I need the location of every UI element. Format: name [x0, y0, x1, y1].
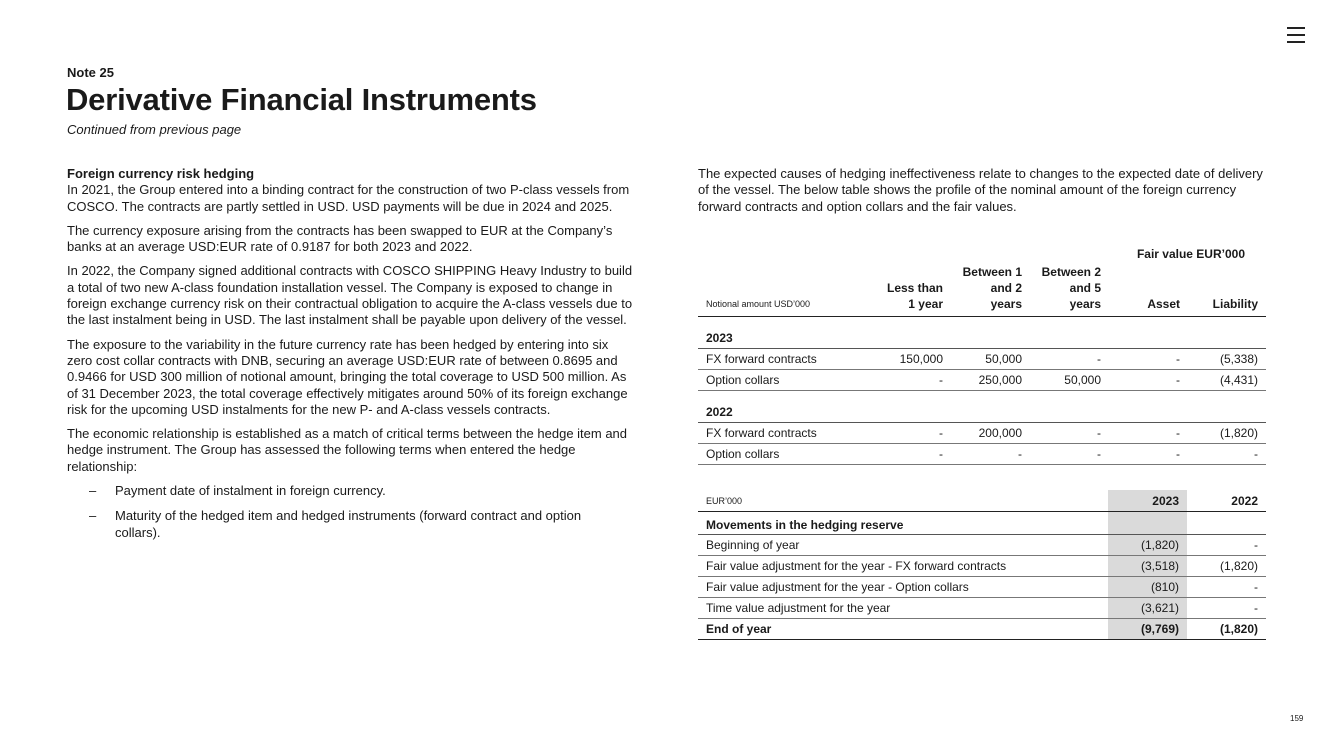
- paragraph-1: In 2021, the Group entered into a binding contract for the construction of two P-class vessels from COSCO. The contracts are partly settled in USD. USD payments will be due in 2024 and 2025.: [67, 182, 630, 214]
- table-row: Beginning of year (1,820) -: [698, 535, 1266, 556]
- section-row: Movements in the hedging reserve: [698, 512, 1266, 535]
- table-row: FX forward contracts 150,000 50,000 - - (5,338): [698, 349, 1266, 370]
- column-header: Notional amount USD’000: [698, 264, 872, 317]
- table-row: Option collars - 250,000 50,000 - (4,431): [698, 370, 1266, 391]
- total-row: End of year (9,769) (1,820): [698, 619, 1266, 640]
- paragraph-4: The exposure to the variability in the future currency rate has been hedged by entering into six zero cost collar contracts with DNB, securing an average USD:EUR rate of between 0.8695 and 0.9466 for USD 300 million of notional amount, bringing the total coverage to USD 500 million. As of 31 December 2023, the total coverage effectively mitigates around 50% of its foreign exchange risk for the upcoming USD instalments for the new P- and A-class vessels contracts.: [67, 336, 628, 417]
- table-row: Fair value adjustment for the year - Option collars (810) -: [698, 577, 1266, 598]
- list-item: – Maturity of the hedged item and hedged instruments (forward contract and option collars).: [67, 508, 637, 541]
- right-intro-paragraph: The expected causes of hedging ineffectiveness relate to changes to the expected date of delivery of the vessel. The below table shows the profile of the nominal amount of the foreign currency forward contracts and option collars and the fair values.: [698, 166, 1263, 214]
- paragraph-5: The economic relationship is established as a match of critical terms between the hedge item and hedge instrument. The Group has assessed the following terms when entered the hedge relationship:: [67, 426, 628, 474]
- page-title: Derivative Financial Instruments: [66, 82, 537, 117]
- column-header: Liability: [1188, 264, 1266, 317]
- hedging-reserve-table: [698, 490, 1266, 640]
- menu-icon[interactable]: [1287, 27, 1305, 43]
- column-header: Between 1 and 2 years: [951, 264, 1030, 317]
- section-heading: Foreign currency risk hedging: [67, 166, 255, 181]
- notional-amount-table: [698, 244, 1266, 465]
- table-row: FX forward contracts - 200,000 - - (1,820): [698, 423, 1266, 444]
- table-header-row: [698, 244, 1266, 264]
- table-row: Time value adjustment for the year (3,621) -: [698, 598, 1266, 619]
- column-header: Less than 1 year: [872, 264, 951, 317]
- column-header: 2022: [1187, 490, 1266, 512]
- paragraph-2: The currency exposure arising from the contracts has been swapped to EUR at the Company’s banks at an average USD:EUR rate of 0.9187 for both 2023 and 2022.: [67, 222, 613, 255]
- list-item: – Payment date of instalment in foreign currency.: [67, 483, 637, 499]
- page-subtitle: Continued from previous page: [67, 122, 242, 137]
- fair-value-header: Fair value EUR’000: [1136, 247, 1245, 261]
- year-row: 2022: [698, 391, 1266, 423]
- terms-list: [67, 483, 637, 541]
- column-header: Between 2 and 5 years: [1030, 264, 1109, 317]
- page-number: 159: [1290, 714, 1304, 723]
- column-header: EUR’000: [698, 490, 1108, 512]
- column-header: Asset: [1109, 264, 1188, 317]
- table-row: Fair value adjustment for the year - FX forward contracts (3,518) (1,820): [698, 556, 1266, 577]
- column-header: 2023: [1108, 490, 1187, 512]
- left-column: [67, 166, 637, 550]
- table-header-row: [698, 490, 1266, 512]
- note-label: Note 25: [67, 65, 114, 80]
- table-header-row: [698, 264, 1266, 317]
- table-row: Option collars - - - - -: [698, 444, 1266, 465]
- paragraph-3: In 2022, the Company signed additional contracts with COSCO SHIPPING Heavy Industry to build a total of two new A-class foundation installation vessel. The Company is exposed to change in foreign exchange currency risk on their contractual obligation to acquire the A-class vessels due to the last instalment being in USD. The last instalment shall be payable upon delivery of the vessel.: [67, 263, 633, 328]
- year-row: 2023: [698, 317, 1266, 349]
